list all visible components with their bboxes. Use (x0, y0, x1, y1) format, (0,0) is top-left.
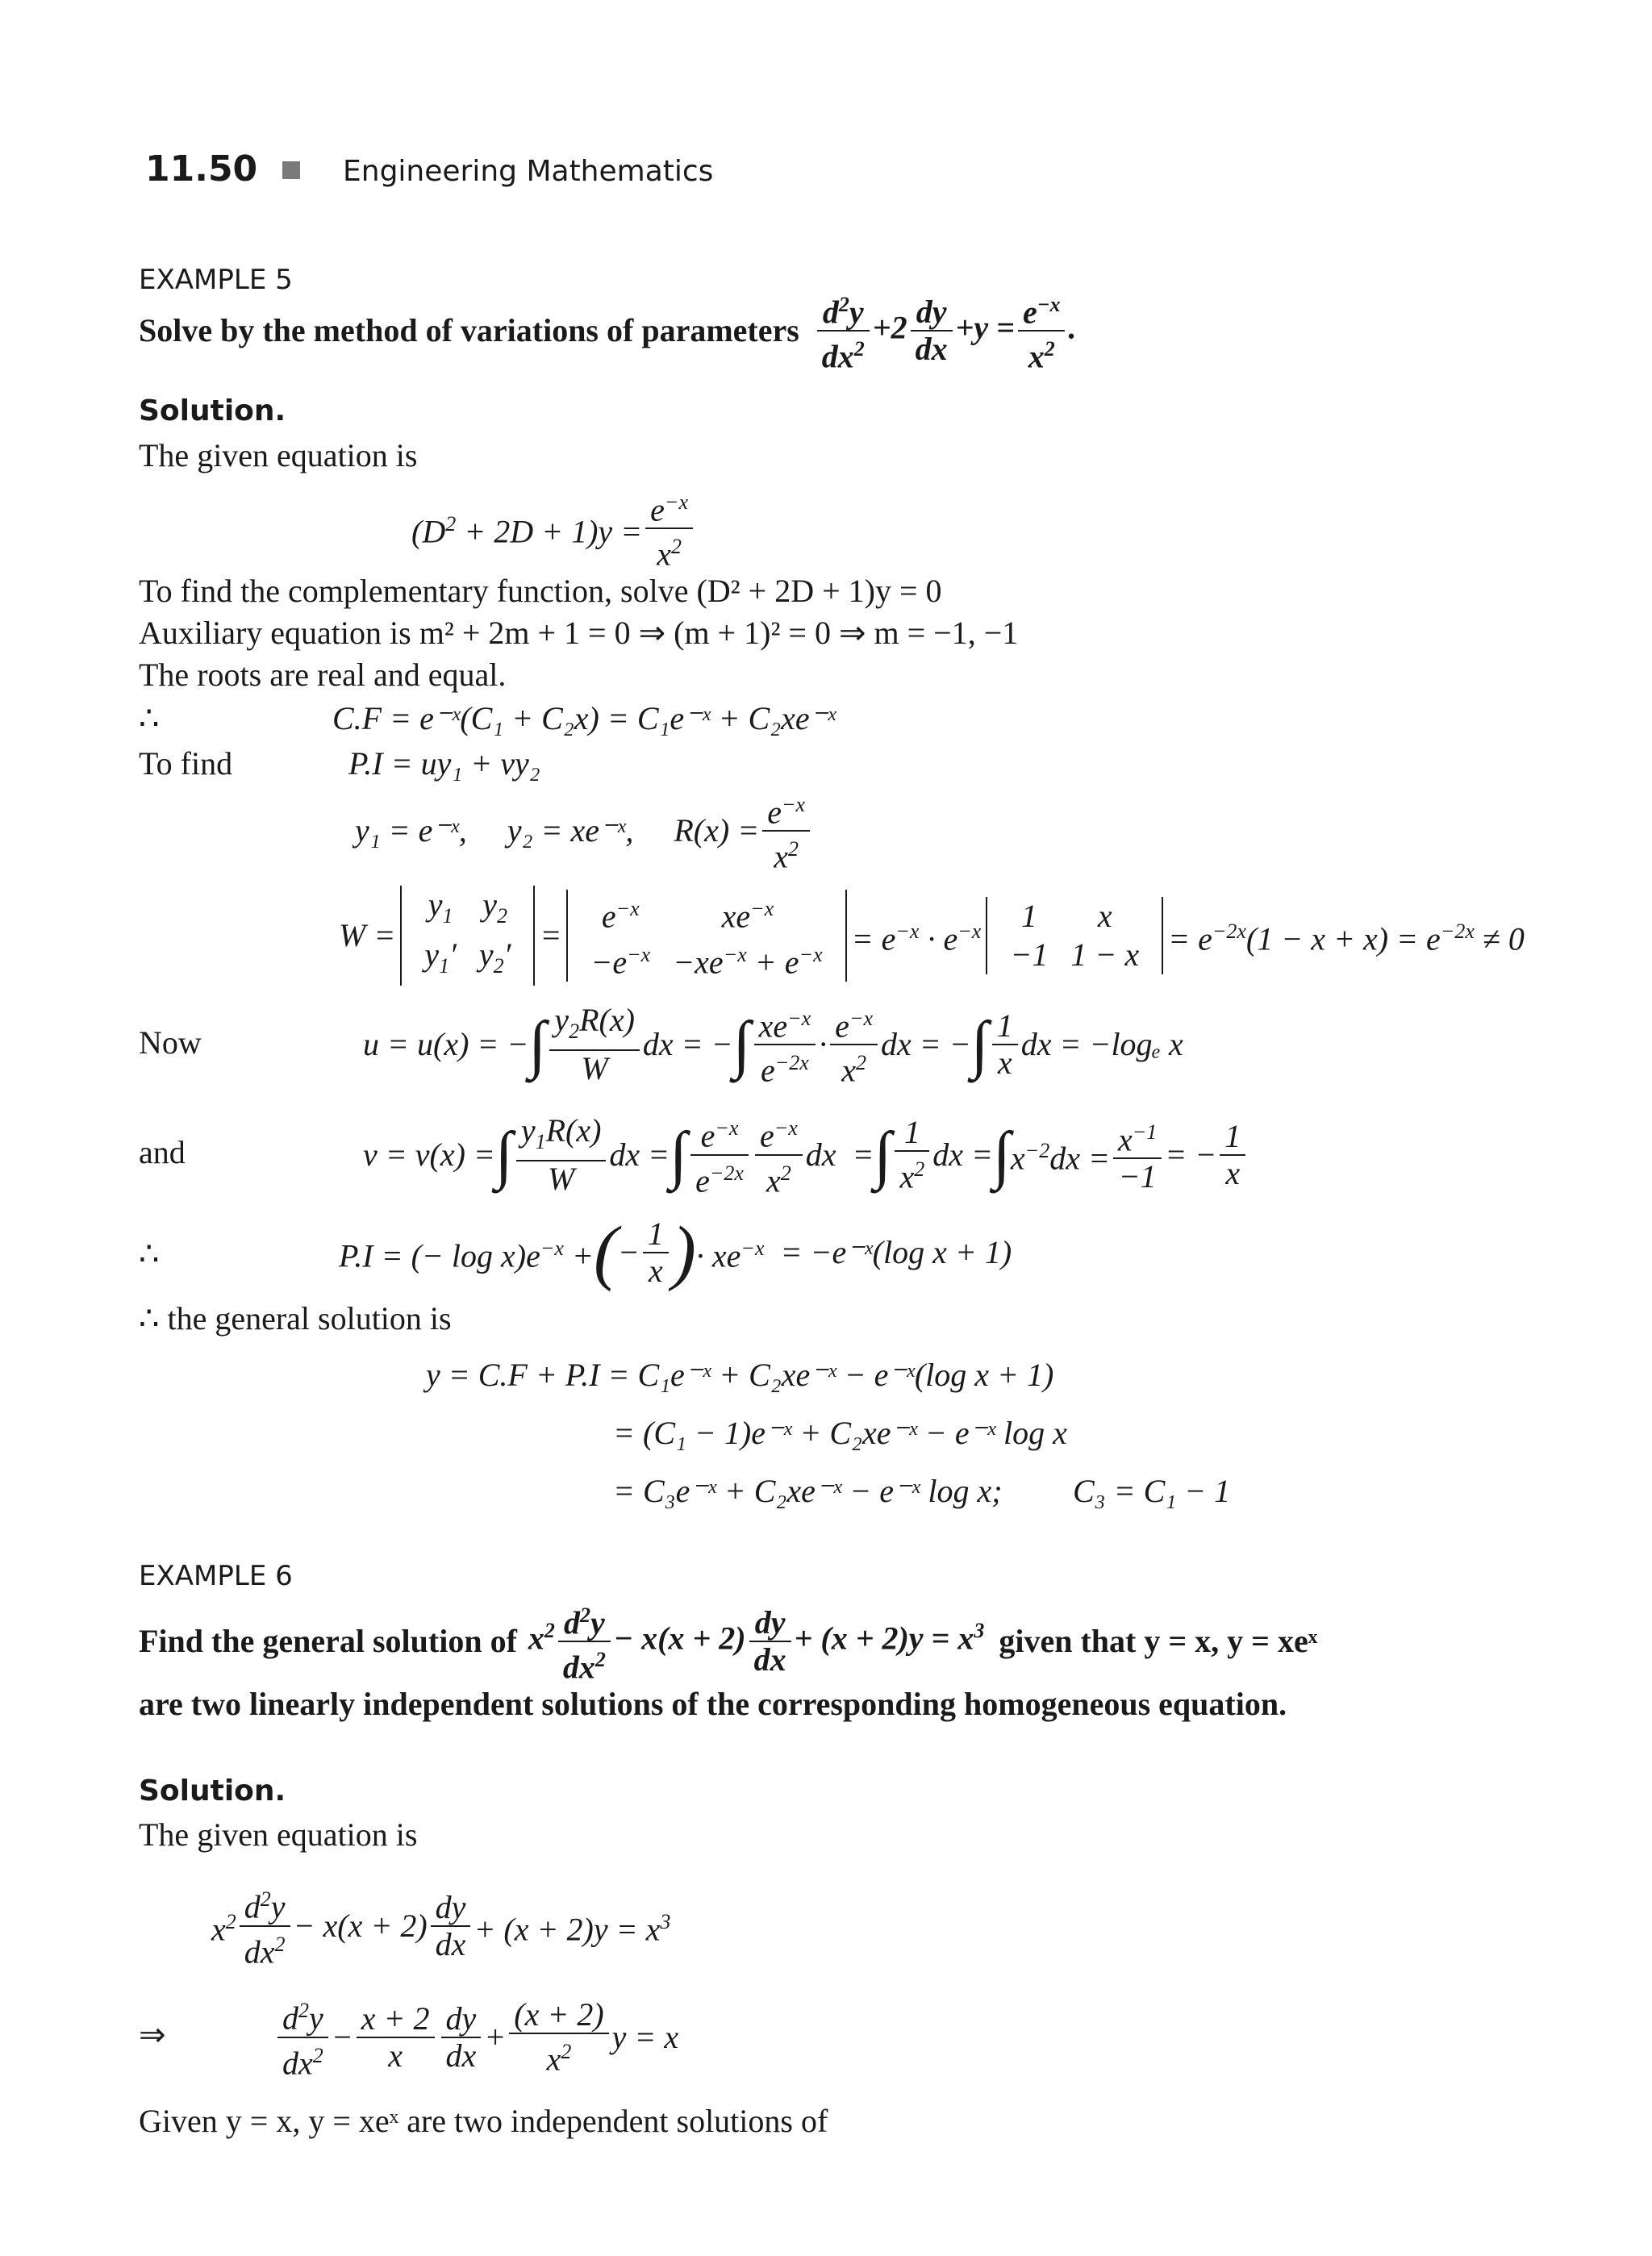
example5-ode: $\frac{d^2y}{dx^2}$ +2 $\frac{dy}{dx}$ +y = $\frac{e^{-x}}{x^2}$ . (814, 287, 1077, 375)
general-solution-line-1: y = C.F + P.I = C₁e⁻ˣ + C₂xe⁻ˣ − e⁻ˣ(log x + 1) (426, 1357, 1054, 1393)
y2-value: y₂ = xe⁻ˣ, (507, 812, 634, 849)
v-equation: v = v(x) = ∫ $\frac{y_1R(x)}{W}$ dx = ∫ $\frac{e^{-x}}{e^{-2x}}$ $\frac{e^{-x}}{x^2}$ dx = ∫ $\frac{1}{x^2}$ dx = ∫ $x^{-2}dx$ = $\frac{x^{-1}}{-1}$ = − $\frac{1}{x}$ (363, 1108, 1249, 1201)
example5-label: EXAMPLE 5 (139, 264, 293, 296)
example5-solution-label: Solution. (139, 394, 286, 427)
cf-equation: C.F = e⁻ˣ(C₁ + C₂x) = C₁e⁻ˣ + C₂xe⁻ˣ (332, 700, 836, 736)
example5-given-text: The given equation is (139, 437, 418, 473)
example6-statement-given: given that y = x, y = xeˣ (999, 1623, 1318, 1659)
to-find-text: To find (139, 745, 233, 782)
example5-statement (139, 282, 1076, 379)
u-result: dx = −logₑ x (1020, 1026, 1183, 1062)
example5-roots-text: The roots are real and equal. (139, 657, 507, 693)
header-square-icon (282, 161, 300, 179)
pi-result-equation: P.I = (− $\log x)e^{-x}$ + ( − $\frac{1}{x}$ ) · $xe^{-x}$ = −e⁻ˣ(log x + 1) (339, 1211, 1012, 1292)
example6-ode: $x^2$ $\frac{d^2y}{dx^2}$ − x(x + 2) $\frac{dy}{dx}$ + $(x + 2)y = x^3$ (528, 1598, 984, 1686)
example6-last-line: Given y = x, y = xeˣ are two independent solutions of (139, 2103, 828, 2139)
example6-equation-2: $\frac{d^2y}{dx^2}$ − $\frac{x + 2}{x}$ $\frac{dy}{dx}$ + $\frac{(x + 2)}{x^2}$ y = x (274, 1991, 678, 2083)
general-solution-text: ∴ the general solution is (139, 1300, 452, 1337)
example5-operator-equation: $(D^2 + 2D + 1)y$ = $\frac{e^{-x}}{x^2}$ (411, 484, 696, 573)
example6-statement-prefix: Find the general solution of (139, 1623, 517, 1659)
book-title: Engineering Mathematics (343, 155, 714, 188)
rx-label: R(x) = (674, 812, 760, 849)
example6-statement-line2: are two linearly independent solutions of the corresponding homogeneous equation. (139, 1686, 1287, 1722)
general-solution-line-2: = (C₁ − 1)e⁻ˣ + C₂xe⁻ˣ − e⁻ˣ log x (613, 1415, 1067, 1451)
general-solution-note: C₃ = C₁ − 1 (1073, 1473, 1231, 1509)
example6-equation-1: $x^2$ $\frac{d^2y}{dx^2}$ − x(x + 2) $\frac{dy}{dx}$ + $(x + 2)y = x^3$ (211, 1879, 670, 1972)
u-equation: u = u(x) = − ∫ $\frac{y_2R(x)}{W}$ dx = − ∫ $\frac{xe^{-x}}{e^{-2x}}$ · $\frac{e^{-x}}{x^2}$ dx = − ∫ $\frac{1}{x}$ dx = −logₑ x (363, 1002, 1183, 1089)
example6-given-text: The given equation is (139, 1816, 418, 1853)
example5-statement-text: Solve by the method of variations of parameters (139, 312, 799, 348)
therefore-symbol-2: ∴ (139, 1236, 160, 1272)
implies-symbol: ⇒ (139, 2016, 166, 2053)
example5-cf-text: To find the complementary function, solve (D² + 2D + 1)y = 0 (139, 573, 942, 609)
v-result: = − (1165, 1136, 1217, 1173)
y1-value: y₁ = e⁻ˣ, (355, 812, 467, 849)
example6-solution-label: Solution. (139, 1774, 286, 1808)
example6-statement (139, 1593, 1317, 1690)
and-text: and (139, 1134, 186, 1170)
pi-result: = −e⁻ˣ(log x + 1) (780, 1233, 1012, 1270)
now-text: Now (139, 1024, 202, 1061)
y1-y2-rx-line: y₁ = e⁻ˣ, y₂ = xe⁻ˣ, R(x) = $\frac{e^{-x}}{x^2}$ (355, 782, 813, 879)
example6-label: EXAMPLE 6 (139, 1560, 293, 1592)
therefore-symbol: ∴ (139, 700, 160, 736)
pi-equation: P.I = uy₁ + vy₂ (348, 745, 540, 782)
example5-aux-text: Auxiliary equation is m² + 2m + 1 = 0 ⇒ (m + 1)² = 0 ⇒ m = −1, −1 (139, 615, 1019, 651)
wronskian-equation: W = $y_1$ $y_2$ $y_1'$ $y_2'$ = $e^{-x}$ $xe^{-x}$ $-e^{-x}$ $-xe^{-x} + e^{-x}$ = $e^{-x} \cdot e^{-x}$ 1 x −1 1 − x = $e^{-2x}(1 - x + x) = e^{-2x} \ne 0$ (339, 883, 1525, 988)
general-solution-line-3: = C₃e⁻ˣ + C₂xe⁻ˣ − e⁻ˣ log x; (613, 1473, 1003, 1509)
page-number: 11.50 (145, 148, 258, 190)
